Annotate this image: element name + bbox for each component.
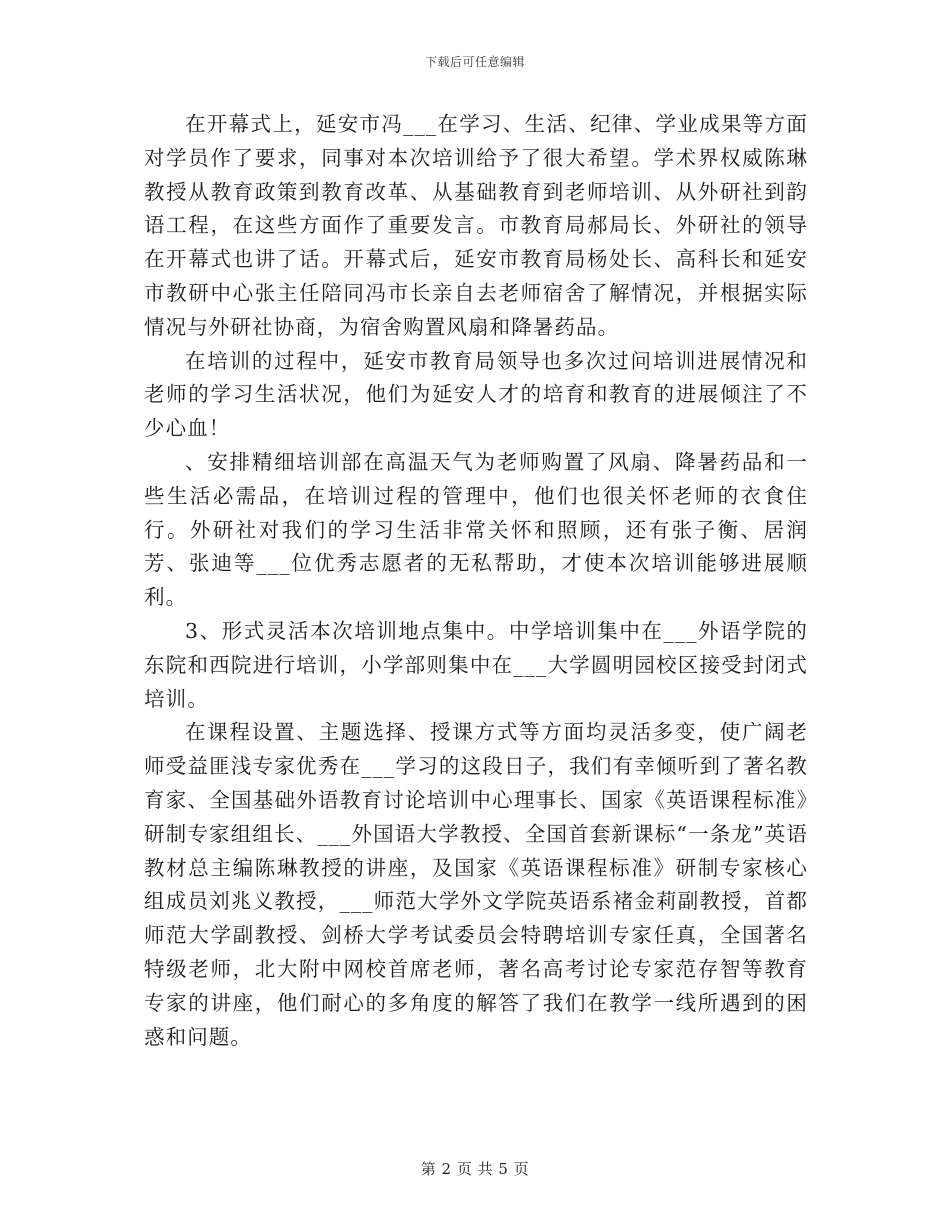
- page-number: 第 2 页 共 5 页: [420, 1160, 530, 1178]
- paragraph-training-process: 在培训的过程中，延安市教育局领导也多次过问培训进展情况和老师的学习生活状况，他们为延安人才的培育和教育的进展倾注了不少心血！: [144, 348, 808, 441]
- paragraph-opening-ceremony: 在开幕式上，延安市冯___在学习、生活、纪律、学业成果等方面对学员作了要求，同事对本次培训给予了很大希望。学术界权威陈琳教授从教育政策到教育改革、从基础教育到老师培训、从外研社到韵语工程，在这些方面作了重要发言。市教育局郝局长、外研社的领导在开幕式也讲了话。开幕式后，延安市教育局杨处长、高科长和延安市教研中心张主任陪同冯市长亲自去老师宿舍了解情况，并根据实际情况与外研社协商，为宿舍购置风扇和降暑药品。: [144, 112, 808, 339]
- document-body: [144, 108, 808, 1054]
- paragraph-flexible-format: 3、形式灵活本次培训地点集中。中学培训集中在___外语学院的东院和西院进行培训，小学部则集中在___大学圆明园校区接受封闭式培训。: [144, 618, 808, 711]
- paragraph-course-settings: 在课程设置、主题选择、授课方式等方面均灵活多变，使广阔老师受益匪浅专家优秀在___学习的这段日子，我们有幸倾听到了著名教育家、全国基础外语教育讨论培训中心理事长、国家《英语课程标准》研制专家组组长、___外国语大学教授、全国首套新课标“一条龙”英语教材总主编陈琳教授的讲座，及国家《英语课程标准》研制专家核心组成员刘兆义教授，___师范大学外文学院英语系褚金莉副教授，首都师范大学副教授、剑桥大学考试委员会特聘培训专家任真，全国著名特级老师，北大附中网校首席老师，著名高考讨论专家范存智等教育专家的讲座，他们耐心的多角度的解答了我们在教学一线所遇到的困惑和问题。: [144, 720, 808, 1049]
- page-header: 下载后可任意编辑: [424, 55, 525, 69]
- paragraph-arrangements: 、安排精细培训部在高温天气为老师购置了风扇、降暑药品和一些生活必需品，在培训过程的管理中，他们也很关怀老师的衣食住行。外研社对我们的学习生活非常关怀和照顾，还有张子衡、居润芳、张迪等___位优秀志愿者的无私帮助，才使本次培训能够进展顺利。: [144, 449, 808, 610]
